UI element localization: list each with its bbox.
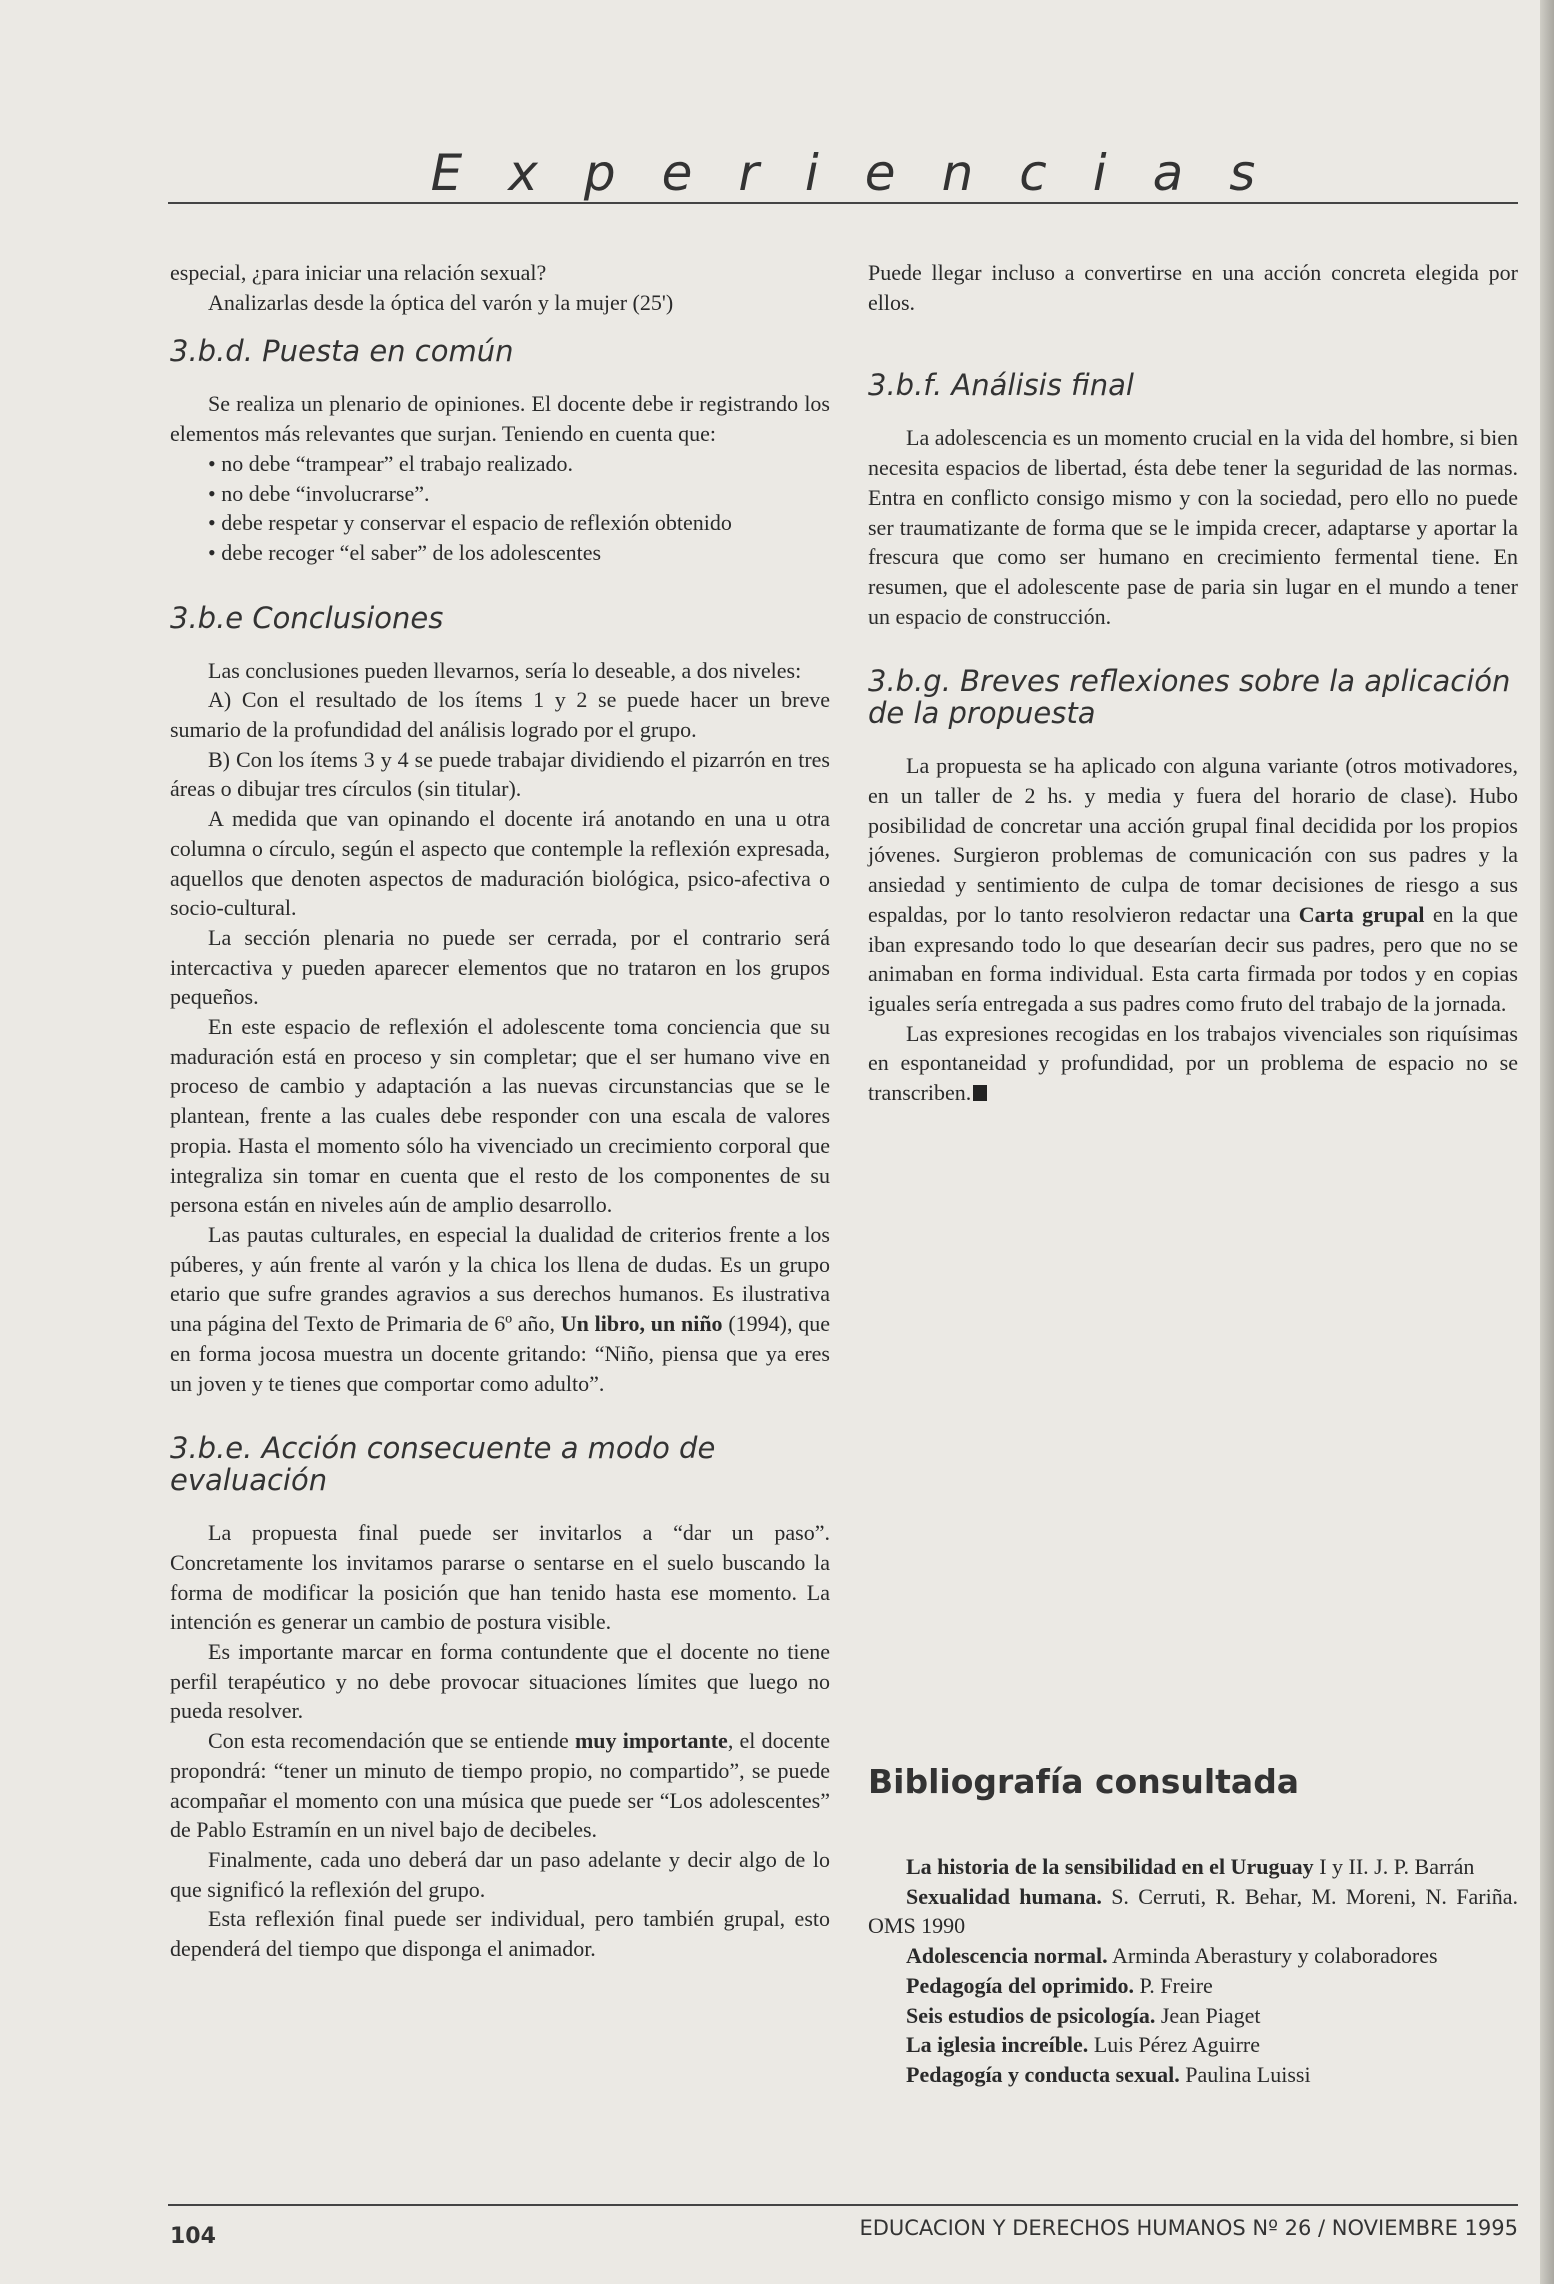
publication-info: EDUCACION Y DERECHOS HUMANOS Nº 26 / NOVIEMBRE 1995 bbox=[859, 2216, 1518, 2240]
paragraph: La sección plenaria no puede ser cerrada, por el contrario será intercactiva y pueden aparecer elementos que no trataron en los grupos pequeños. bbox=[170, 924, 830, 1010]
section-heading-3be: 3.b.e Conclusiones bbox=[170, 600, 444, 635]
entry-details: Luis Pérez Aguirre bbox=[1088, 2032, 1260, 2058]
paragraph: Se realiza un plenario de opiniones. El docente debe ir registrando los elementos más relevantes que surjan. Teniendo en cuenta que: bbox=[170, 391, 830, 447]
entry-details: Paulina Luissi bbox=[1179, 2061, 1311, 2087]
paragraph bbox=[170, 1220, 830, 1398]
section-heading-3be-accion: 3.b.e. Acción consecuente a modo de evaluación bbox=[170, 1431, 716, 1498]
page-footer bbox=[168, 2204, 1518, 2249]
text-run: (1994), que en forma jocosa muestra un docente gritando: “Niño, piensa que ya eres un joven y te tienes que comportar como adulto”. bbox=[170, 1311, 830, 1396]
section-header bbox=[168, 140, 1518, 204]
paragraph bbox=[868, 751, 1518, 1018]
entry-title: Pedagogía del oprimido. bbox=[906, 1972, 1134, 1998]
paragraph: A medida que van opinando el docente irá anotando en una u otra columna o círculo, según el aspecto que contemple la reflexión expresada, aquellos que denoten aspectos de maduración biológica, psico-afectiva o socio-cultural. bbox=[170, 806, 830, 921]
paragraph: La adolescencia es un momento crucial en la vida del hombre, si bien necesita espacios de libertad, ésta debe tener la seguridad de las normas. Entra en conflicto consigo mismo y con la sociedad, pero ello no puede ser traumatizante de forma que se le impida crecer, adaptarse y aportar la frescura que como ser humano en crecimiento fermental tiene. En resumen, que el adolescente pase de paria sin lugar en el mundo a tener un espacio de construcción. bbox=[868, 425, 1518, 629]
bibliography-heading: Bibliografía consultada bbox=[868, 1762, 1300, 1801]
section-heading-3bg: 3.b.g. Breves reflexiones sobre la aplicación de la propuesta bbox=[868, 664, 1511, 731]
entry-title: Sexualidad humana. bbox=[906, 1883, 1102, 1909]
bullet-item: • debe recoger “el saber” de los adolescentes bbox=[208, 539, 602, 565]
entry-details: S. Cerruti, R. Behar, M. Moreni, N. Fariña. OMS 1990 bbox=[868, 1883, 1518, 1939]
bibliography-entry bbox=[868, 1882, 1518, 1941]
bibliography-entry bbox=[868, 2001, 1518, 2031]
paragraph: A) Con el resultado de los ítems 1 y 2 se puede hacer un breve sumario de la profundidad del análisis logrado por el grupo. bbox=[170, 687, 830, 743]
entry-title: La historia de la sensibilidad en el Uruguay bbox=[906, 1854, 1314, 1879]
bibliography-entry bbox=[868, 1971, 1518, 2001]
right-column bbox=[868, 258, 1518, 1108]
bibliography-list bbox=[868, 1852, 1518, 2090]
text-run: Con esta recomendación que se entiende bbox=[208, 1728, 575, 1754]
paragraph: B) Con los ítems 3 y 4 se puede trabajar dividiendo el pizarrón en tres áreas o dibujar tres círculos (sin titular). bbox=[170, 746, 830, 802]
paragraph: En este espacio de reflexión el adolescente toma conciencia que su maduración está en proceso y sin completar; que el ser humano vive en proceso de cambio y adaptación a las nuevas circunstancias que se le plantean, frente a las cuales debe responder con una escala de valores propia. Hasta el momento sólo ha vivenciado un crecimiento corporal que integraliza sin tomar en cuenta que el resto de los componentes de su persona están en niveles aún de amplio desarrollo. bbox=[170, 1014, 830, 1218]
paragraph: Es importante marcar en forma contundente que el docente no tiene perfil terapéutico y no debe provocar situaciones límites que luego no pueda resolver. bbox=[170, 1639, 830, 1724]
entry-details: P. Freire bbox=[1133, 1972, 1213, 1998]
bullet-item: • no debe “involucrarse”. bbox=[208, 480, 430, 506]
intro-line: Analizarlas desde la óptica del varón y la mujer (25') bbox=[208, 289, 674, 315]
left-column bbox=[170, 258, 830, 1964]
intro-line: especial, ¿para iniciar una relación sexual? bbox=[170, 260, 547, 285]
book-title: Un libro, un niño bbox=[560, 1311, 723, 1337]
paragraph: Puede llegar incluso a convertirse en una acción concreta elegida por ellos. bbox=[868, 260, 1518, 315]
bibliography-entry bbox=[868, 1941, 1518, 1971]
text-run: , el docente propondrá: “tener un minuto de tiempo propio, no compartido”, se puede acompañar el momento con una música que puede ser “Los adolescentes” de Pablo Estramín en un nivel bajo de decibeles. bbox=[170, 1728, 830, 1843]
bullet-item: • debe respetar y conservar el espacio de reflexión obtenido bbox=[208, 510, 732, 536]
entry-title: Seis estudios de psicología. bbox=[906, 2002, 1156, 2028]
paragraph bbox=[170, 1726, 830, 1845]
entry-title: Adolescencia normal. bbox=[906, 1943, 1108, 1969]
page-number: 104 bbox=[170, 2224, 216, 2249]
section-heading-3bf: 3.b.f. Análisis final bbox=[868, 368, 1134, 403]
paragraph: La propuesta final puede ser invitarlos a “dar un paso”. Concretamente los invitamos pararse o sentarse en el suelo buscando la forma de modificar la posición que han tenido hasta ese momento. La intención es generar un cambio de postura visible. bbox=[170, 1520, 830, 1635]
text-run: Las pautas culturales, en especial la dualidad de criterios frente a los púberes, y aún frente al varón y la chica los llena de dudas. Es un grupo etario que sufre grandes agravios a sus derechos humanos. Es ilustrativa una página del Texto de Primaria de 6º año, bbox=[170, 1221, 830, 1337]
section-heading-3bd: 3.b.d. Puesta en común bbox=[170, 334, 514, 369]
entry-title: La iglesia increíble. bbox=[906, 2032, 1089, 2058]
section-title: Experiencias bbox=[430, 144, 1302, 202]
text-run: La propuesta se ha aplicado con alguna variante (otros motivadores, en un taller de 2 hs. y media y fuera del horario de clase). Hubo posibilidad de concretar una acción grupal final decidida por los propios jóvenes. Surgieron problemas de comunicación con sus padres y la ansiedad y sentimiento de culpa de tomar decisiones de riesgo a sus espaldas, por lo tanto resolvieron redactar una bbox=[868, 753, 1518, 927]
bibliography-entry bbox=[868, 2030, 1518, 2060]
emphasis: Carta grupal bbox=[1298, 901, 1425, 927]
end-mark-icon bbox=[973, 1085, 987, 1101]
entry-title: Pedagogía y conducta sexual. bbox=[906, 2061, 1180, 2087]
paragraph: Las conclusiones pueden llevarnos, sería lo deseable, a dos niveles: bbox=[208, 657, 802, 683]
paragraph: Finalmente, cada uno deberá dar un paso adelante y decir algo de lo que significó la reflexión del grupo. bbox=[170, 1846, 830, 1902]
paragraph: Esta reflexión final puede ser individual, pero también grupal, esto dependerá del tiempo que disponga el animador. bbox=[170, 1906, 830, 1962]
entry-details: I y II. J. P. Barrán bbox=[1313, 1854, 1475, 1879]
page-edge bbox=[1540, 0, 1554, 2284]
text-run: Las expresiones recogidas en los trabajos vivenciales son riquísimas en espontaneidad y profundidad, por un problema de espacio no se transcriben. bbox=[868, 1020, 1518, 1106]
bibliography-entry bbox=[868, 1852, 1518, 1882]
entry-details: Jean Piaget bbox=[1155, 2002, 1261, 2028]
paragraph bbox=[868, 1019, 1518, 1108]
text-run: en la que iban expresando todo lo que desearían decir sus padres, pero que no se animaban en forma individual. Esta carta firmada por todos y en copias iguales sería entregada a sus padres como fruto del trabajo de la jornada. bbox=[868, 901, 1519, 1016]
bibliography-entry bbox=[868, 2060, 1518, 2090]
emphasis: muy importante bbox=[574, 1728, 728, 1754]
entry-details: Arminda Aberastury y colaboradores bbox=[1107, 1943, 1438, 1969]
bullet-item: • no debe “trampear” el trabajo realizado. bbox=[208, 450, 573, 476]
